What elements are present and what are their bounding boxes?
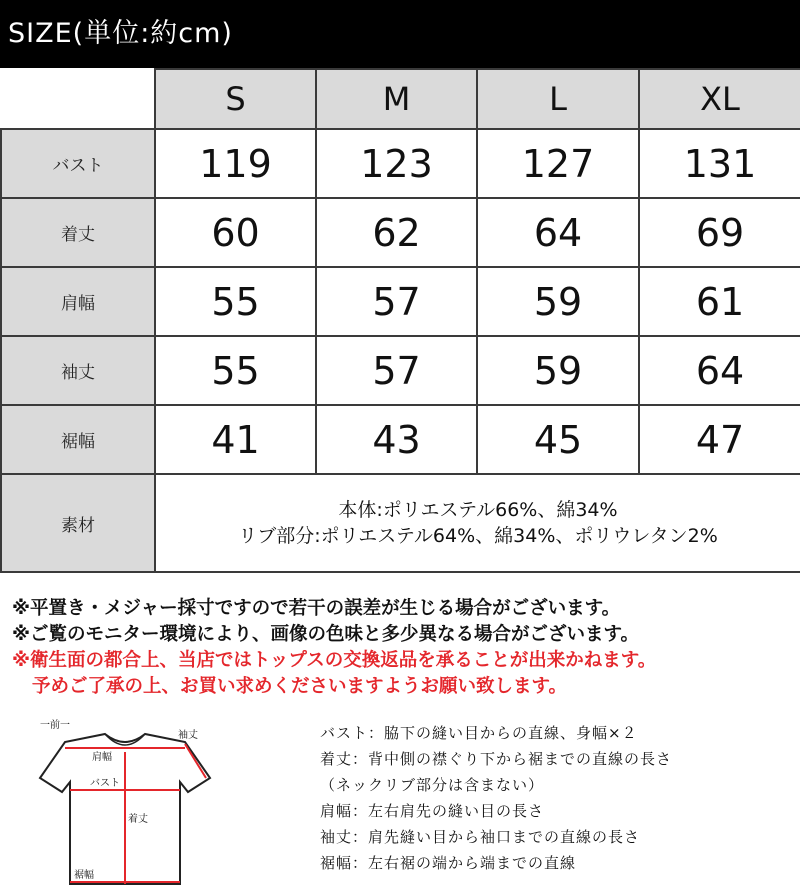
table-row [1, 267, 800, 336]
size-col-m: M [316, 69, 477, 129]
table-row [1, 336, 800, 405]
diagram-sleeve-label: 袖丈 [178, 730, 198, 741]
measurement-legend [320, 720, 790, 876]
row-label: 肩幅 [1, 267, 155, 336]
size-header-row [1, 69, 800, 129]
tshirt-diagram [30, 716, 260, 888]
legend-length: 着丈：背中側の襟ぐり下から裾までの直線の長さ [320, 750, 673, 768]
cell-value: 69 [639, 198, 800, 267]
diagram-hem-label: 裾幅 [74, 870, 94, 881]
row-label: 袖丈 [1, 336, 155, 405]
material-rib-text: リブ部分:ポリエステル64%、綿34%、ポリウレタン2% [238, 525, 718, 547]
note-acknowledge: 予めご了承の上、お買い求めくださいますようお願い致します。 [32, 676, 568, 697]
size-title: SIZE(単位:約cm) [8, 18, 233, 49]
table-row [1, 198, 800, 267]
note-hygiene: ※衛生面の都合上、当店ではトップスの交換返品を承ることが出来かねます。 [12, 650, 657, 671]
diagram-bust-label: バスト [90, 778, 120, 789]
cell-value: 55 [155, 267, 316, 336]
size-table [0, 68, 800, 573]
tshirt-diagram-svg [30, 716, 260, 888]
table-corner [1, 69, 155, 129]
legend-length-note: （ネックリブ部分は含まない） [320, 776, 545, 794]
note-monitor: ※ご覧のモニター環境により、画像の色味と多少異なる場合がございます。 [12, 624, 640, 645]
cell-value: 123 [316, 129, 477, 198]
size-col-xl: XL [639, 69, 800, 129]
notes-block [12, 596, 792, 700]
legend-shoulder: 肩幅：左右肩先の縫い目の長さ [320, 802, 545, 820]
cell-value: 59 [477, 267, 639, 336]
note-measurement: ※平置き・メジャー採寸ですので若干の誤差が生じる場合がございます。 [12, 598, 621, 619]
cell-value: 47 [639, 405, 800, 474]
size-title-bar [0, 0, 800, 68]
cell-value: 57 [316, 336, 477, 405]
material-body-text: 本体:ポリエステル66%、綿34% [338, 499, 618, 521]
legend-hem: 裾幅：左右裾の端から端までの直線 [320, 854, 577, 872]
material-cell [155, 474, 800, 572]
cell-value: 59 [477, 336, 639, 405]
table-row [1, 405, 800, 474]
diagram-front-label: 一前一 [40, 720, 70, 731]
cell-value: 119 [155, 129, 316, 198]
diagram-shoulder-label: 肩幅 [92, 752, 112, 763]
size-col-l: L [477, 69, 639, 129]
cell-value: 43 [316, 405, 477, 474]
cell-value: 55 [155, 336, 316, 405]
diagram-length-label: 着丈 [128, 814, 148, 825]
material-row [1, 474, 800, 572]
legend-sleeve: 袖丈：肩先縫い目から袖口までの直線の長さ [320, 828, 641, 846]
cell-value: 127 [477, 129, 639, 198]
cell-value: 64 [477, 198, 639, 267]
cell-value: 131 [639, 129, 800, 198]
row-label: 着丈 [1, 198, 155, 267]
legend-bust: バスト：脇下の縫い目からの直線、身幅×２ [320, 724, 638, 742]
table-row [1, 129, 800, 198]
row-label: 裾幅 [1, 405, 155, 474]
cell-value: 45 [477, 405, 639, 474]
material-label: 素材 [1, 474, 155, 572]
cell-value: 64 [639, 336, 800, 405]
cell-value: 41 [155, 405, 316, 474]
size-col-s: S [155, 69, 316, 129]
cell-value: 61 [639, 267, 800, 336]
cell-value: 57 [316, 267, 477, 336]
cell-value: 60 [155, 198, 316, 267]
cell-value: 62 [316, 198, 477, 267]
row-label: バスト [1, 129, 155, 198]
